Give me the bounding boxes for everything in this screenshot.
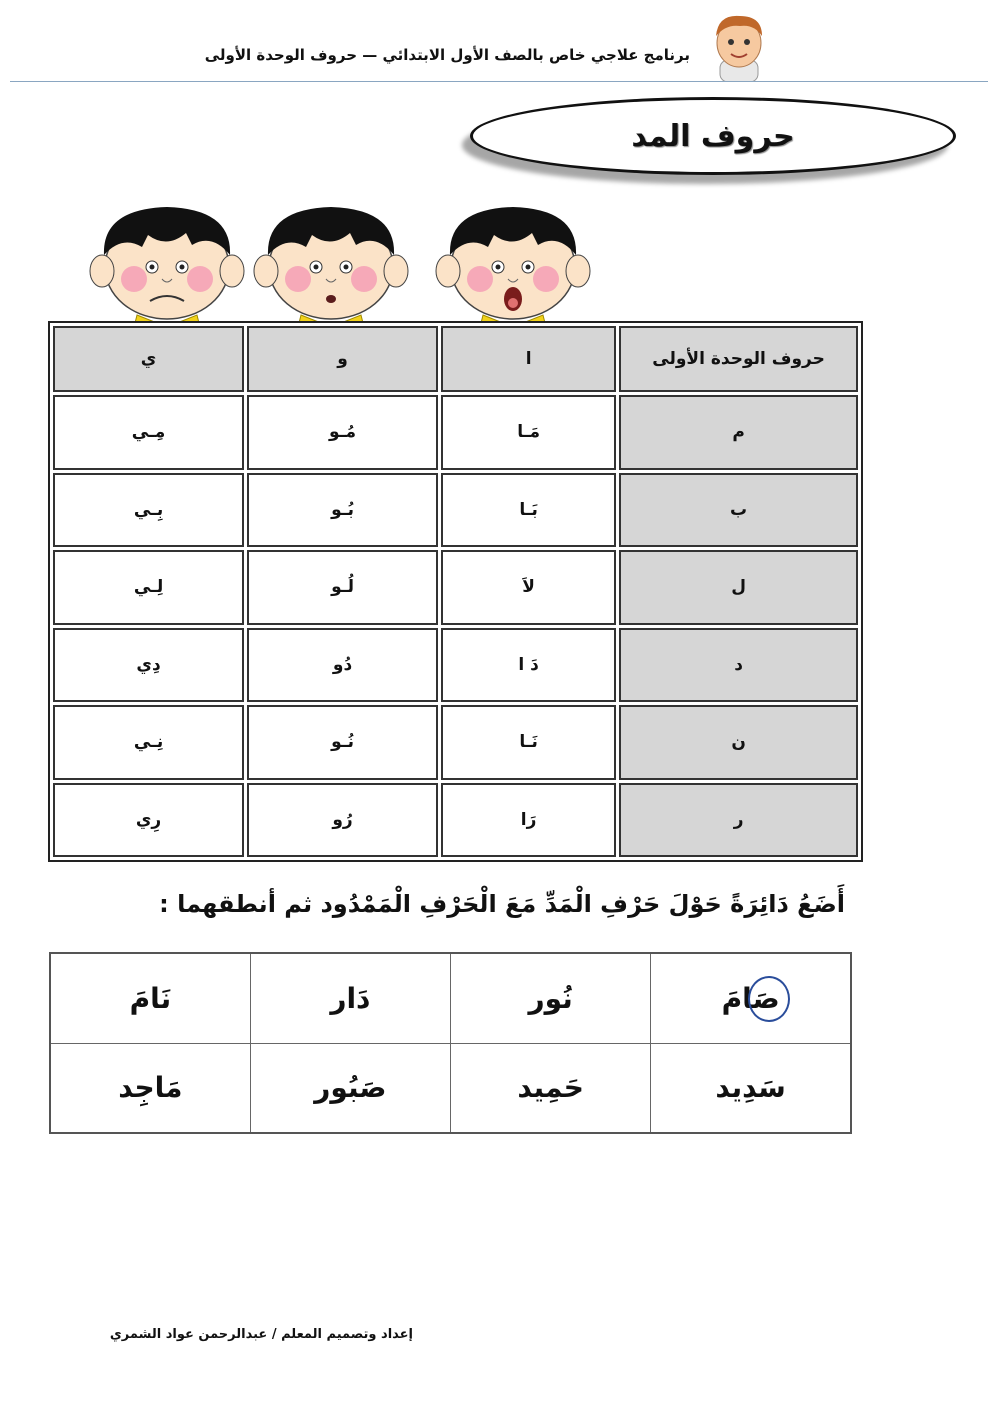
circle-mark-icon — [748, 976, 790, 1022]
word-cell: صَبُور — [250, 1043, 450, 1133]
words-table — [49, 952, 852, 1134]
table-cell-letter: ن — [619, 705, 858, 780]
table-cell: نَـا — [441, 705, 616, 780]
table-cell: لاَ — [441, 550, 616, 625]
table-cell: لُـو — [247, 550, 438, 625]
table-cell: دَ ا — [441, 628, 616, 703]
table-cell: نُـو — [247, 705, 438, 780]
title-banner — [470, 97, 956, 175]
header-cell-ya: ي — [53, 326, 244, 392]
table-cell-letter: م — [619, 395, 858, 470]
table-cell: رِي — [53, 783, 244, 858]
letters-table — [48, 321, 863, 862]
table-header-row — [53, 326, 858, 392]
table-row — [50, 953, 851, 1043]
table-cell: مُـو — [247, 395, 438, 470]
table-row — [53, 395, 858, 470]
table-cell: دِي — [53, 628, 244, 703]
face-frown-icon — [82, 205, 252, 327]
table-row — [53, 783, 858, 858]
table-cell: لِـي — [53, 550, 244, 625]
header-divider — [10, 81, 988, 82]
exercise-instruction: أَضَعُ دَائِرَةً حَوْلَ حَرْفِ الْمَدِّ مَعَ الْحَرْفِ الْمَمْدُود ثم أنطقهما : — [159, 890, 845, 918]
table-cell-letter: د — [619, 628, 858, 703]
table-cell: رُو — [247, 783, 438, 858]
face-open-mouth-icon — [428, 205, 598, 327]
table-cell-letter: ب — [619, 473, 858, 548]
header-cell-alef: ا — [441, 326, 616, 392]
table-row — [53, 550, 858, 625]
face-neutral-icon — [246, 205, 416, 327]
header-cell-waw: و — [247, 326, 438, 392]
word-cell: نَامَ — [50, 953, 250, 1043]
word-cell-example[interactable] — [651, 953, 851, 1043]
table-row — [53, 628, 858, 703]
page-title: حروف المد — [631, 118, 795, 154]
circled-word — [722, 982, 780, 1015]
table-cell: مِـي — [53, 395, 244, 470]
footer-credit: إعداد وتصميم المعلم / عبدالرحمن عواد الشمري — [109, 1327, 413, 1342]
table-cell-letter: ر — [619, 783, 858, 858]
word-text: صَامَ — [721, 981, 780, 1015]
table-cell: نِـي — [53, 705, 244, 780]
table-row — [53, 473, 858, 548]
table-cell: بُـو — [247, 473, 438, 548]
word-cell: نُور — [451, 953, 651, 1043]
word-cell: دَار — [250, 953, 450, 1043]
word-cell: حَمِيد — [451, 1043, 651, 1133]
word-cell: سَدِيد — [651, 1043, 851, 1133]
table-cell: بَـا — [441, 473, 616, 548]
table-row — [53, 705, 858, 780]
header-cell-unit-letters: حروف الوحدة الأولى — [619, 326, 858, 392]
table-cell: رَا — [441, 783, 616, 858]
table-cell: دُو — [247, 628, 438, 703]
table-cell: بِـي — [53, 473, 244, 548]
table-cell-letter: ل — [619, 550, 858, 625]
table-row — [50, 1043, 851, 1133]
table-cell: مَـا — [441, 395, 616, 470]
boy-mascot-icon — [700, 10, 778, 82]
word-cell: مَاجِد — [50, 1043, 250, 1133]
header-text: برنامج علاجي خاص بالصف الأول الابتدائي — حروف الوحدة الأولى — [204, 46, 690, 64]
